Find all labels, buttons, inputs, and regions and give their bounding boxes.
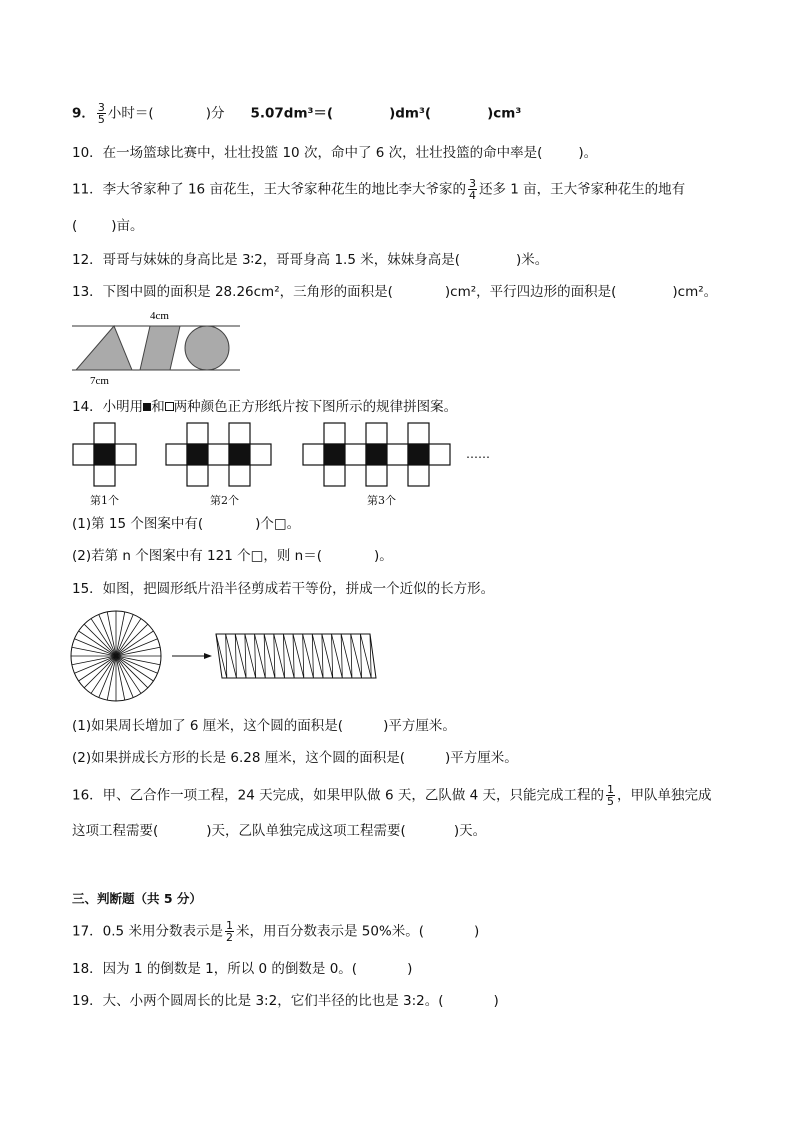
- q16-text-b: ，甲队单独完成: [617, 787, 712, 804]
- q15-figure: [70, 608, 382, 704]
- q9-text-b: )分: [205, 105, 225, 122]
- q9-fraction: $\frac{3}{5}$: [97, 101, 105, 126]
- white-square-icon: [165, 402, 174, 411]
- q15-p1-b: )平方厘米。: [383, 718, 456, 734]
- section-3-title: 三、判断题（共 5 分）: [72, 891, 202, 906]
- caption-pattern-1: 第1个: [90, 494, 119, 507]
- question-14: [72, 397, 457, 417]
- caption-pattern-2: 第2个: [210, 494, 239, 507]
- black-square-icon: [143, 403, 151, 411]
- top-length-label: 4cm: [150, 310, 169, 322]
- pattern-3: [303, 423, 450, 486]
- sectored-circle: [71, 611, 161, 701]
- q10-text: 10．在一场篮球比赛中，壮壮投篮 10 次，命中了 6 次，壮壮投篮的命中率是(: [72, 145, 543, 161]
- q13-text-c: )cm²。: [672, 284, 718, 300]
- q19-text: 19．大、小两个圆周长的比是 3:2，它们半径的比也是 3:2。(: [72, 993, 444, 1009]
- q9-text-a: 小时＝(: [107, 105, 154, 122]
- question-14-part-1: [72, 514, 300, 534]
- question-11-cont: [72, 216, 144, 236]
- question-16-cont: [72, 821, 486, 841]
- q11-fraction: $\frac{3}{4}$: [468, 177, 476, 202]
- approx-rectangle: [216, 634, 376, 678]
- question-10: [72, 143, 597, 163]
- question-18: [72, 959, 412, 979]
- q14-p2-b: )。: [373, 548, 393, 564]
- caption-pattern-3: 第3个: [367, 494, 396, 507]
- q18-text: 18．因为 1 的倒数是 1，所以 0 的倒数是 0。(: [72, 961, 358, 977]
- question-9: [72, 102, 521, 125]
- q12-end: )米。: [515, 252, 549, 268]
- q9-text-d: )dm³(: [389, 105, 432, 122]
- q11-text-d: )亩。: [111, 218, 144, 234]
- pattern-1: [73, 423, 136, 486]
- parallelogram-shape: [140, 326, 180, 370]
- question-17: [72, 920, 479, 943]
- q10-end: )。: [578, 145, 598, 161]
- q11-text-b: 还多 1 亩，王大爷家种花生的地有: [478, 181, 686, 198]
- question-15: [72, 579, 494, 599]
- question-14-part-2: [72, 546, 393, 566]
- question-13: [72, 282, 717, 302]
- bottom-length-label: 7cm: [90, 375, 109, 387]
- q9-number: 9．: [72, 105, 95, 122]
- q14-p1-a: (1)第 15 个图案中有(: [72, 516, 204, 532]
- q19-end: ): [493, 993, 499, 1009]
- q9-text-c: 5.07dm³＝(: [250, 105, 334, 122]
- q12-text: 12．哥哥与妹妹的身高比是 3∶2，哥哥身高 1.5 米，妹妹身高是(: [72, 252, 460, 268]
- arrow-head-icon: [204, 653, 212, 659]
- q14-p1-b: )个□。: [255, 516, 301, 532]
- pattern-2: [166, 423, 271, 486]
- question-15-part-1: [72, 716, 456, 736]
- q16-fraction: $\frac{1}{5}$: [607, 783, 614, 808]
- question-16: [72, 784, 712, 807]
- q13-text-b: )cm²，平行四边形的面积是(: [444, 284, 617, 300]
- question-15-part-2: [72, 748, 518, 768]
- q14-text-c: 两种颜色正方形纸片按下图所示的规律拼图案。: [173, 399, 458, 415]
- q14-text-b: 和: [151, 399, 165, 415]
- q18-end: ): [407, 961, 413, 977]
- q11-text-a: 11．李大爷家种了 16 亩花生，王大爷家种花生的地比李大爷家的: [72, 181, 466, 198]
- q16-text-d: )天，乙队单独完成这项工程需要(: [206, 823, 406, 839]
- q16-text-c: 这项工程需要(: [72, 823, 159, 839]
- triangle-shape: [76, 326, 132, 370]
- q17-text-c: ): [474, 923, 480, 940]
- q11-text-c: (: [72, 218, 78, 234]
- q15-p2-b: )平方厘米。: [445, 750, 518, 766]
- circle-shape: [185, 326, 229, 370]
- q14-text-a: 14．小明用: [72, 399, 144, 415]
- q15-p2-a: (2)如果拼成长方形的长是 6.28 厘米，这个圆的面积是(: [72, 750, 406, 766]
- q17-text-a: 17．0.5 米用分数表示是: [72, 923, 223, 940]
- q16-text-e: )天。: [453, 823, 487, 839]
- question-19: [72, 991, 499, 1011]
- q16-text-a: 16．甲、乙合作一项工程，24 天完成，如果甲队做 6 天，乙队做 4 天，只能完成工程的: [72, 787, 604, 804]
- ellipsis: ……: [466, 447, 490, 461]
- q15-text: 15．如图，把圆形纸片沿半径剪成若干等份，拼成一个近似的长方形。: [72, 581, 495, 597]
- question-12: [72, 250, 548, 270]
- q17-fraction: $\frac{1}{2}$: [225, 919, 233, 944]
- q14-p2-a: (2)若第 n 个图案中有 121 个□，则 n＝(: [72, 548, 322, 564]
- q17-text-b: 米，用百分数表示是 50%米。(: [235, 923, 425, 940]
- q13-figure: [70, 306, 245, 388]
- q15-p1-a: (1)如果周长增加了 6 厘米，这个圆的面积是(: [72, 718, 344, 734]
- q9-text-e: )cm³: [487, 105, 522, 122]
- question-11: [72, 178, 685, 201]
- q14-pattern-figures: [70, 422, 510, 488]
- q13-text-a: 13．下图中圆的面积是 28.26cm²，三角形的面积是(: [72, 284, 393, 300]
